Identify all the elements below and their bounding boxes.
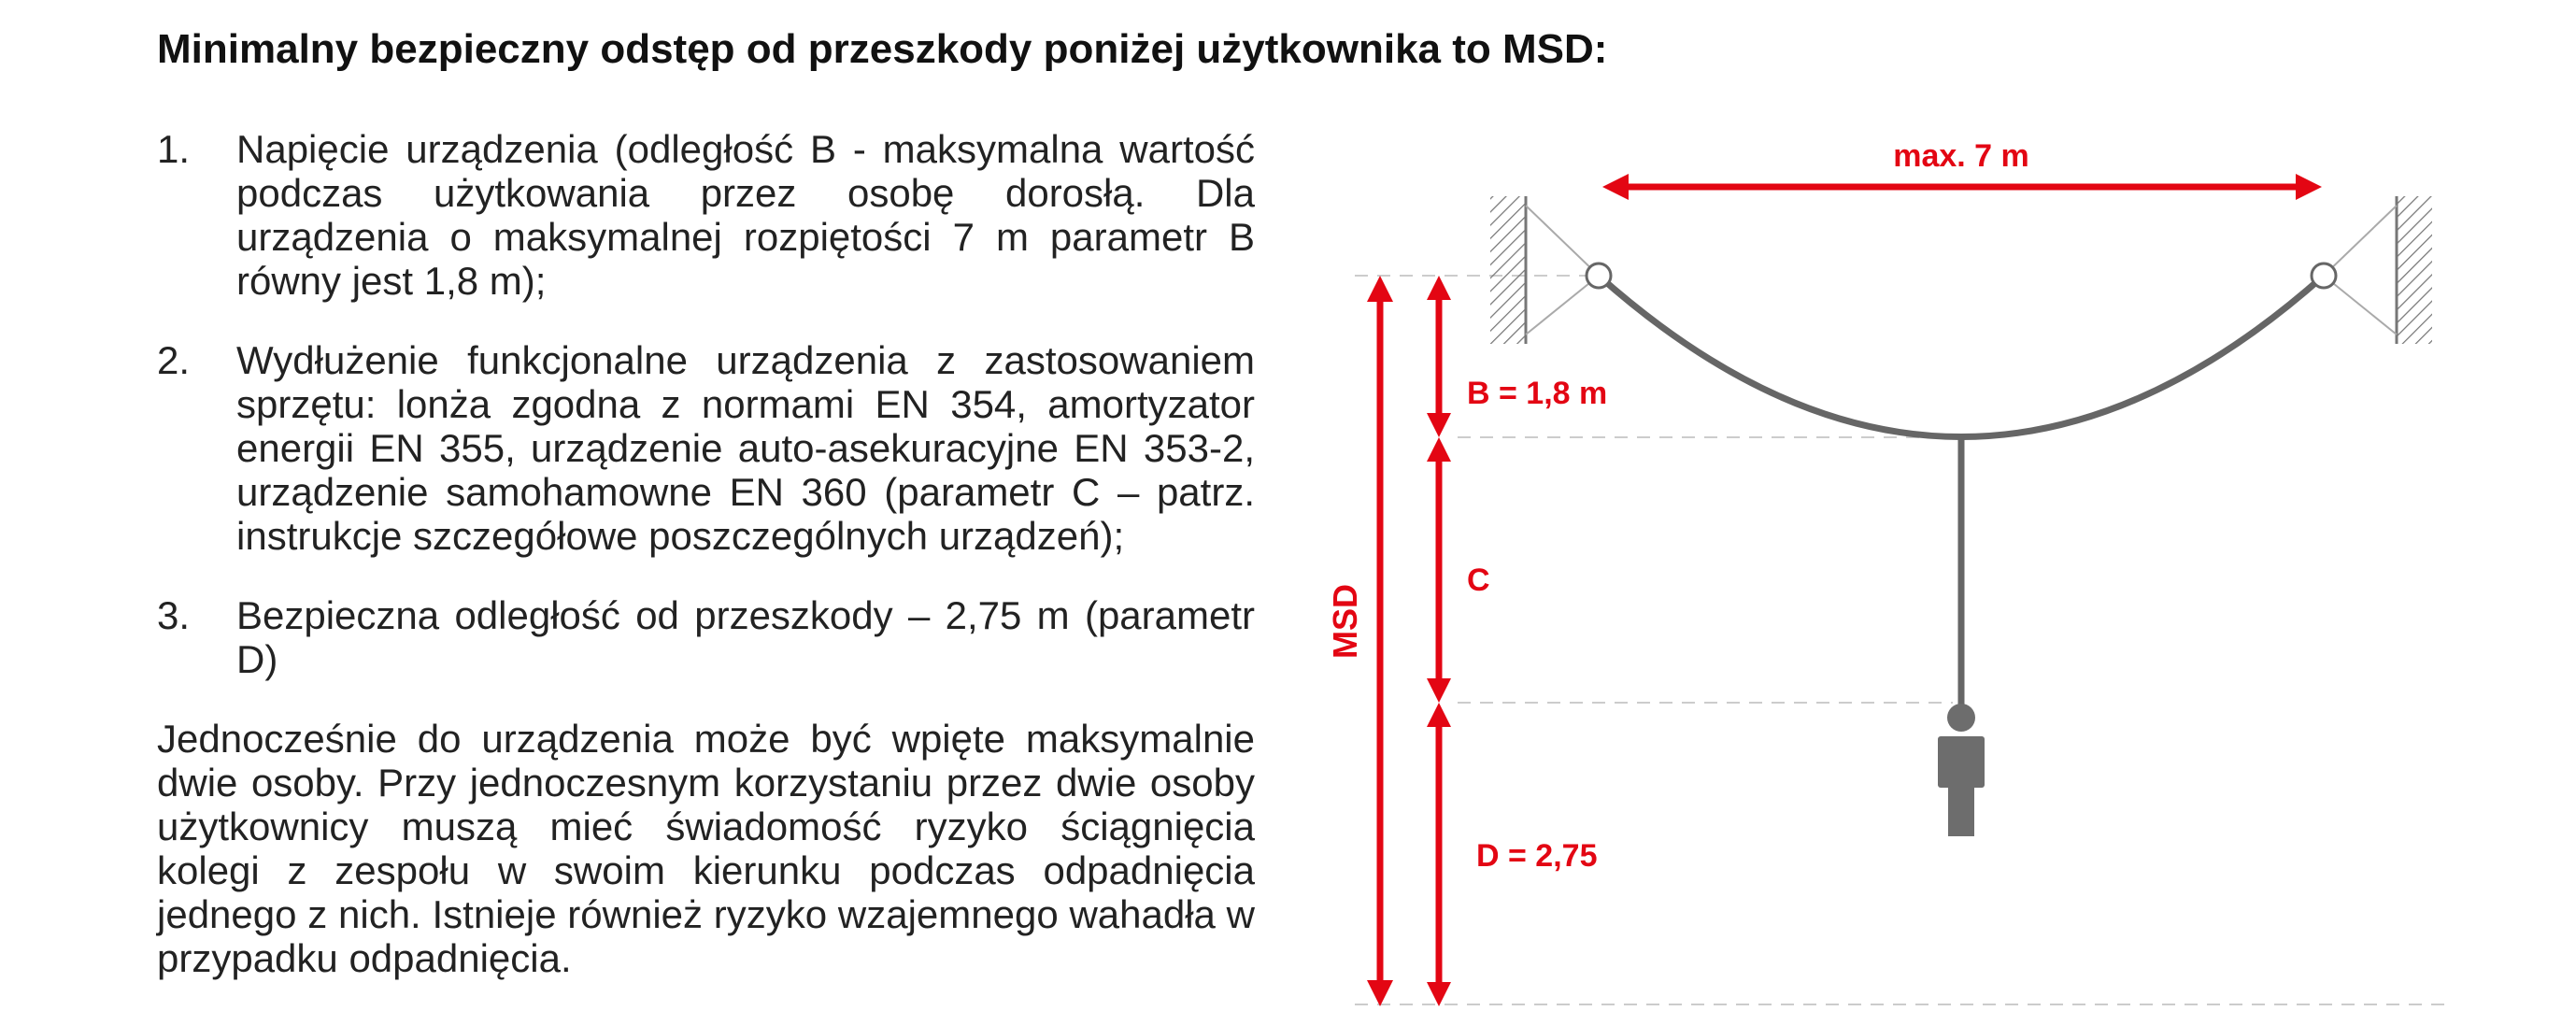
right-anchor	[2324, 196, 2432, 344]
note-paragraph: Jednocześnie do urządzenia może być wpięte maksymalnie dwie osoby. Przy jednoczesnym korzystaniu przez dwie osoby użytkownicy muszą mieć świadomość ryzyko ściągnięcia kolegi z zespołu w swoim kierunku podczas odpadnięcia jednego z nich. Istnieje również ryzyko wzajemnego wahadła w przypadku odpadnięcia.	[157, 717, 1255, 980]
page-heading: Minimalny bezpieczny odstęp od przeszkody poniżej użytkownika to MSD:	[157, 26, 1608, 72]
msd-arrow	[1367, 276, 1393, 1006]
b-arrow	[1427, 276, 1451, 437]
right-anchor-ring	[2312, 263, 2336, 288]
list-number: 3.	[157, 593, 191, 637]
left-anchor-ring	[1587, 263, 1611, 288]
msd-label: MSD	[1326, 584, 1364, 659]
list-item-1	[157, 127, 1255, 303]
list-number: 1.	[157, 127, 191, 171]
list-item-text: Bezpieczna odległość od przeszkody – 2,75 m (parametr D)	[236, 593, 1255, 681]
span-label: max. 7 m	[1893, 138, 2029, 174]
left-anchor	[1490, 196, 1599, 344]
list-item-2	[157, 338, 1255, 558]
d-arrow	[1427, 703, 1451, 1006]
msd-diagram	[1280, 131, 2467, 1011]
lifeline-rope	[1599, 276, 2324, 437]
c-arrow	[1427, 437, 1451, 703]
c-label: C	[1467, 562, 1490, 598]
list-number: 2.	[157, 338, 191, 382]
list-item-text: Napięcie urządzenia (odległość B - maksymalna wartość podczas użytkowania przez osobę dorosłą. Dla urządzenia o maksymalnej rozpiętości 7 m parametr B równy jest 1,8 m);	[236, 127, 1255, 303]
list-item-3	[157, 593, 1255, 681]
list-item-text: Wydłużenie funkcjonalne urządzenia z zastosowaniem sprzętu: lonża zgodna z normami EN 354, amortyzator energii EN 355, urządzenie auto-asekuracyjne EN 353-2, urządzenie samohamowne EN 360 (parametr C – patrz. instrukcje szczegółowe poszczególnych urządzeń);	[236, 338, 1255, 558]
d-label: D = 2,75	[1476, 838, 1598, 874]
person-icon	[1938, 704, 1985, 836]
span-arrow	[1602, 174, 2322, 200]
text-column	[157, 127, 1255, 980]
b-label: B = 1,8 m	[1467, 376, 1608, 411]
